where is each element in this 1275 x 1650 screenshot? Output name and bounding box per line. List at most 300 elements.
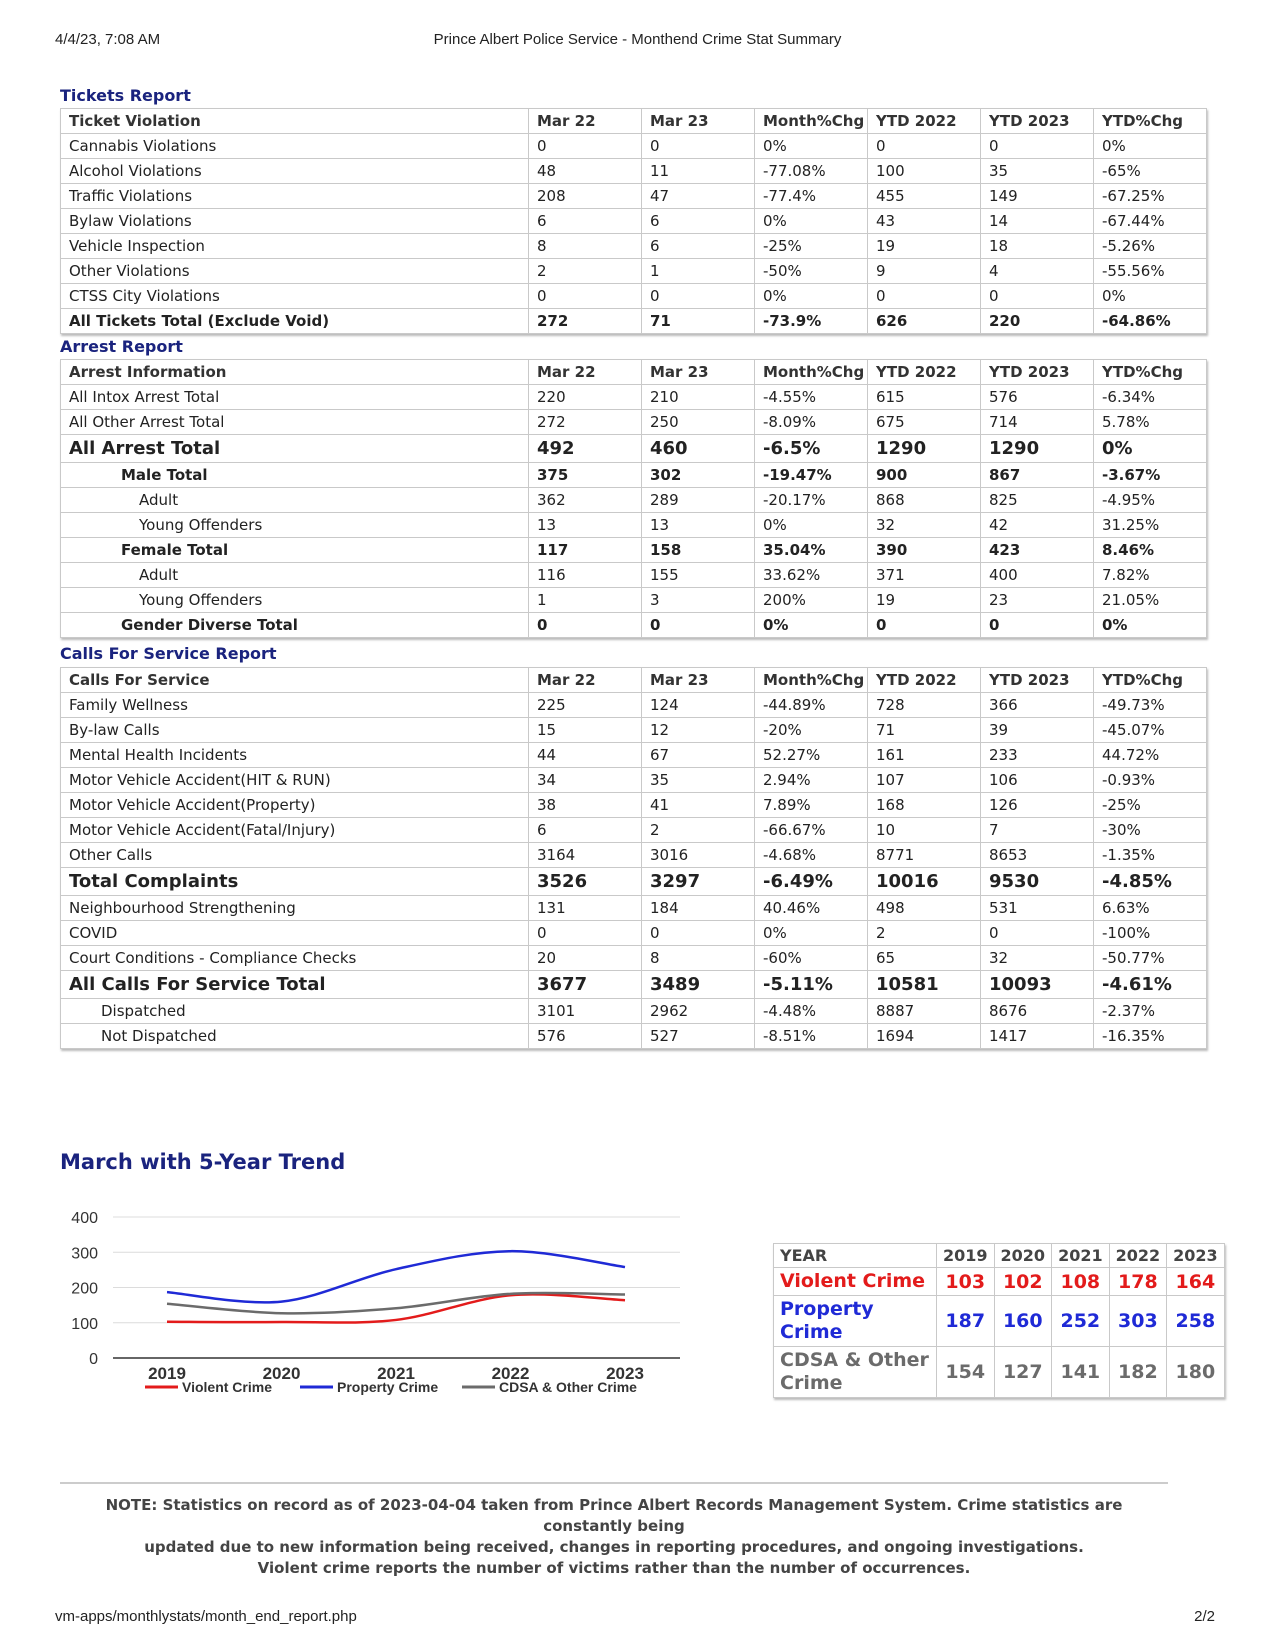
cell-value: 492	[529, 435, 642, 463]
cell-value: 1290	[868, 435, 981, 463]
cell-value: 8.46%	[1094, 538, 1207, 563]
cell-value: 1694	[868, 1024, 981, 1049]
year-cell: 2020	[994, 1244, 1052, 1268]
cell-value: Month%Chg	[755, 360, 868, 385]
cell-value: -77.08%	[755, 159, 868, 184]
trend-value: 303	[1109, 1296, 1167, 1347]
table-row	[61, 843, 1207, 868]
cell-value: 71	[642, 309, 755, 334]
trend-value: 108	[1052, 1268, 1110, 1296]
cell-value: 233	[981, 743, 1094, 768]
note-line-1: NOTE: Statistics on record as of 2023-04-04 taken from Prince Albert Records Management System. Crime statistics are constantly being	[105, 1496, 1123, 1535]
table-row	[61, 209, 1207, 234]
cell-value: 272	[529, 410, 642, 435]
cell-value: 0	[642, 134, 755, 159]
cell-value: 52.27%	[755, 743, 868, 768]
cell-value: YTD%Chg	[1094, 668, 1207, 693]
x-tick-label: 2021	[377, 1364, 415, 1383]
cell-value: 3164	[529, 843, 642, 868]
cell-value: 3489	[642, 971, 755, 999]
cell-value: -0.93%	[1094, 768, 1207, 793]
cell-value: 67	[642, 743, 755, 768]
cell-value: -50.77%	[1094, 946, 1207, 971]
y-tick-label: 100	[71, 1315, 98, 1333]
table-row	[61, 946, 1207, 971]
cell-value: 6	[642, 234, 755, 259]
row-label: Cannabis Violations	[61, 134, 529, 159]
cell-value: 161	[868, 743, 981, 768]
cell-value: 11	[642, 159, 755, 184]
cell-value: 531	[981, 896, 1094, 921]
cell-value: 400	[981, 563, 1094, 588]
cell-value: 250	[642, 410, 755, 435]
cell-value: 2.94%	[755, 768, 868, 793]
table-row	[61, 259, 1207, 284]
cell-value: 225	[529, 693, 642, 718]
cell-value: -30%	[1094, 818, 1207, 843]
cell-value: -4.48%	[755, 999, 868, 1024]
cell-value: -73.9%	[755, 309, 868, 334]
y-tick-label: 200	[71, 1280, 98, 1298]
cell-value: -65%	[1094, 159, 1207, 184]
cell-value: 1417	[981, 1024, 1094, 1049]
cell-value: 35.04%	[755, 538, 868, 563]
tickets-report-title: Tickets Report	[60, 86, 191, 105]
cell-value: 366	[981, 693, 1094, 718]
trend-value: 160	[994, 1296, 1052, 1347]
year-cell: 2022	[1109, 1244, 1167, 1268]
arrest-table	[60, 359, 1207, 638]
trend-value: 187	[937, 1296, 995, 1347]
cell-value: 0%	[755, 513, 868, 538]
cell-value: YTD 2022	[868, 109, 981, 134]
cell-value: 0	[868, 134, 981, 159]
cell-value: 44.72%	[1094, 743, 1207, 768]
cell-value: 0%	[755, 921, 868, 946]
cell-value: Mar 22	[529, 668, 642, 693]
trend-value: 252	[1052, 1296, 1110, 1347]
row-label: Ticket Violation	[61, 109, 529, 134]
row-label: Mental Health Incidents	[61, 743, 529, 768]
cell-value: 900	[868, 463, 981, 488]
cell-value: 728	[868, 693, 981, 718]
cell-value: 0	[529, 134, 642, 159]
cell-value: YTD 2022	[868, 668, 981, 693]
cell-value: 47	[642, 184, 755, 209]
note-line-2: updated due to new information being received, changes in reporting procedures, and ongoing investigations.	[144, 1538, 1084, 1556]
cell-value: -4.55%	[755, 385, 868, 410]
legend-label: Property Crime	[337, 1379, 439, 1395]
row-label: Gender Diverse Total	[61, 613, 529, 638]
table-row	[61, 284, 1207, 309]
cell-value: -20%	[755, 718, 868, 743]
cell-value: 3101	[529, 999, 642, 1024]
cell-value: 124	[642, 693, 755, 718]
cell-value: -8.51%	[755, 1024, 868, 1049]
page-number: 2/2	[1194, 1608, 1215, 1625]
cell-value: 117	[529, 538, 642, 563]
cell-value: Mar 22	[529, 109, 642, 134]
cell-value: 158	[642, 538, 755, 563]
cell-value: 0%	[1094, 435, 1207, 463]
row-label: Total Complaints	[61, 868, 529, 896]
table-row	[61, 999, 1207, 1024]
trend-row	[774, 1296, 1225, 1347]
footer-url: vm-apps/monthlystats/month_end_report.php	[55, 1608, 357, 1625]
row-label: All Calls For Service Total	[61, 971, 529, 999]
cell-value: 825	[981, 488, 1094, 513]
cell-value: 498	[868, 896, 981, 921]
cell-value: 0	[529, 921, 642, 946]
cell-value: 390	[868, 538, 981, 563]
cell-value: 302	[642, 463, 755, 488]
cell-value: YTD 2022	[868, 360, 981, 385]
cell-value: 9530	[981, 868, 1094, 896]
trend-value: 178	[1109, 1268, 1167, 1296]
row-label: Alcohol Violations	[61, 159, 529, 184]
cell-value: 0	[981, 284, 1094, 309]
cell-value: Mar 23	[642, 109, 755, 134]
cell-value: 3526	[529, 868, 642, 896]
cell-value: 0%	[1094, 134, 1207, 159]
cell-value: 272	[529, 309, 642, 334]
cell-value: 8887	[868, 999, 981, 1024]
row-label: Bylaw Violations	[61, 209, 529, 234]
cell-value: -4.85%	[1094, 868, 1207, 896]
table-row	[61, 134, 1207, 159]
cell-value: -45.07%	[1094, 718, 1207, 743]
table-header	[61, 360, 1207, 385]
cell-value: 100	[868, 159, 981, 184]
cell-value: 0	[981, 921, 1094, 946]
cell-value: 10093	[981, 971, 1094, 999]
cell-value: -19.47%	[755, 463, 868, 488]
table-row	[61, 1024, 1207, 1049]
cell-value: -64.86%	[1094, 309, 1207, 334]
cell-value: -4.95%	[1094, 488, 1207, 513]
table-row	[61, 488, 1207, 513]
cell-value: 107	[868, 768, 981, 793]
cell-value: 5.78%	[1094, 410, 1207, 435]
cell-value: -1.35%	[1094, 843, 1207, 868]
cell-value: YTD 2023	[981, 109, 1094, 134]
year-cell: 2021	[1052, 1244, 1110, 1268]
trend-value: 127	[994, 1347, 1052, 1398]
trend-value: 102	[994, 1268, 1052, 1296]
cell-value: 33.62%	[755, 563, 868, 588]
cell-value: -25%	[755, 234, 868, 259]
x-tick-label: 2019	[148, 1364, 186, 1383]
table-header	[61, 668, 1207, 693]
table-row	[61, 538, 1207, 563]
row-label: Dispatched	[61, 999, 529, 1024]
cell-value: 3	[642, 588, 755, 613]
row-label: All Other Arrest Total	[61, 410, 529, 435]
table-row	[61, 743, 1207, 768]
x-tick-label: 2020	[262, 1364, 301, 1383]
table-row	[61, 693, 1207, 718]
trend-value: 258	[1167, 1296, 1225, 1347]
row-label: Motor Vehicle Accident(HIT & RUN)	[61, 768, 529, 793]
table-row	[61, 513, 1207, 538]
cell-value: -5.11%	[755, 971, 868, 999]
cell-value: 44	[529, 743, 642, 768]
trend-line-chart	[55, 1205, 715, 1445]
cell-value: 867	[981, 463, 1094, 488]
cell-value: YTD 2023	[981, 668, 1094, 693]
trend-value: 164	[1167, 1268, 1225, 1296]
table-row	[61, 159, 1207, 184]
row-label: Traffic Violations	[61, 184, 529, 209]
cell-value: 3016	[642, 843, 755, 868]
cell-value: 42	[981, 513, 1094, 538]
cell-value: 868	[868, 488, 981, 513]
cell-value: -66.67%	[755, 818, 868, 843]
cell-value: YTD 2023	[981, 360, 1094, 385]
cell-value: Mar 22	[529, 360, 642, 385]
cell-value: 626	[868, 309, 981, 334]
cell-value: Mar 23	[642, 360, 755, 385]
cell-value: 210	[642, 385, 755, 410]
cell-value: 2	[868, 921, 981, 946]
cell-value: -6.49%	[755, 868, 868, 896]
cell-value: 0	[642, 921, 755, 946]
divider	[60, 1482, 1168, 1484]
cell-value: 1290	[981, 435, 1094, 463]
cell-value: 35	[981, 159, 1094, 184]
cell-value: 8653	[981, 843, 1094, 868]
cell-value: -6.5%	[755, 435, 868, 463]
cell-value: 615	[868, 385, 981, 410]
cell-value: -25%	[1094, 793, 1207, 818]
cell-value: -100%	[1094, 921, 1207, 946]
trend-value: 154	[937, 1347, 995, 1398]
table-row	[61, 718, 1207, 743]
row-label: CTSS City Violations	[61, 284, 529, 309]
calls-table	[60, 667, 1207, 1049]
cell-value: -20.17%	[755, 488, 868, 513]
note-line-3: Violent crime reports the number of victims rather than the number of occurrences.	[257, 1559, 971, 1577]
cell-value: 0%	[755, 209, 868, 234]
cell-value: 32	[981, 946, 1094, 971]
cell-value: 7	[981, 818, 1094, 843]
cell-value: 14	[981, 209, 1094, 234]
cell-value: 168	[868, 793, 981, 818]
trend-value: 141	[1052, 1347, 1110, 1398]
table-row	[61, 818, 1207, 843]
legend-label: CDSA & Other Crime	[499, 1379, 637, 1395]
trend-row	[774, 1268, 1225, 1296]
row-label: Motor Vehicle Accident(Fatal/Injury)	[61, 818, 529, 843]
cell-value: -55.56%	[1094, 259, 1207, 284]
row-label: By-law Calls	[61, 718, 529, 743]
cell-value: 0	[642, 613, 755, 638]
cell-value: 0	[868, 284, 981, 309]
trend-title: March with 5-Year Trend	[60, 1150, 346, 1174]
table-row	[61, 896, 1207, 921]
cell-value: 39	[981, 718, 1094, 743]
cell-value: -4.68%	[755, 843, 868, 868]
cell-value: 200%	[755, 588, 868, 613]
cell-value: 527	[642, 1024, 755, 1049]
x-tick-label: 2022	[491, 1364, 530, 1383]
cell-value: 126	[981, 793, 1094, 818]
cell-value: 71	[868, 718, 981, 743]
cell-value: 0%	[1094, 284, 1207, 309]
table-row	[61, 234, 1207, 259]
table-row	[61, 410, 1207, 435]
print-datetime: 4/4/23, 7:08 AM	[55, 31, 161, 48]
cell-value: 0	[868, 613, 981, 638]
row-label: Neighbourhood Strengthening	[61, 896, 529, 921]
cell-value: -5.26%	[1094, 234, 1207, 259]
cell-value: 35	[642, 768, 755, 793]
cell-value: 714	[981, 410, 1094, 435]
cell-value: 184	[642, 896, 755, 921]
cell-value: 0	[981, 134, 1094, 159]
cell-value: 31.25%	[1094, 513, 1207, 538]
cell-value: 48	[529, 159, 642, 184]
cell-value: 0%	[755, 613, 868, 638]
year-cell: 2019	[937, 1244, 995, 1268]
cell-value: 375	[529, 463, 642, 488]
row-label: Arrest Information	[61, 360, 529, 385]
cell-value: 34	[529, 768, 642, 793]
cell-value: -44.89%	[755, 693, 868, 718]
cell-value: 220	[981, 309, 1094, 334]
year-cell: 2023	[1167, 1244, 1225, 1268]
trend-value: 180	[1167, 1347, 1225, 1398]
cell-value: 362	[529, 488, 642, 513]
cell-value: 8	[529, 234, 642, 259]
cell-value: 2	[529, 259, 642, 284]
cell-value: -16.35%	[1094, 1024, 1207, 1049]
cell-value: 576	[981, 385, 1094, 410]
cell-value: 371	[868, 563, 981, 588]
cell-value: 0%	[755, 134, 868, 159]
cell-value: -6.34%	[1094, 385, 1207, 410]
calls-report-title: Calls For Service Report	[60, 644, 277, 663]
row-label: Motor Vehicle Accident(Property)	[61, 793, 529, 818]
row-label: Calls For Service	[61, 668, 529, 693]
cell-value: 10	[868, 818, 981, 843]
trend-header-row	[774, 1244, 1225, 1268]
table-row	[61, 309, 1207, 334]
row-label: Young Offenders	[61, 513, 529, 538]
cell-value: -4.61%	[1094, 971, 1207, 999]
cell-value: 576	[529, 1024, 642, 1049]
table-row	[61, 385, 1207, 410]
cell-value: -67.44%	[1094, 209, 1207, 234]
cell-value: -49.73%	[1094, 693, 1207, 718]
cell-value: 20	[529, 946, 642, 971]
y-tick-label: 0	[89, 1351, 98, 1368]
cell-value: 675	[868, 410, 981, 435]
trend-row-label: Property Crime	[774, 1296, 937, 1347]
cell-value: Month%Chg	[755, 668, 868, 693]
cell-value: -50%	[755, 259, 868, 284]
cell-value: 6	[642, 209, 755, 234]
cell-value: 10016	[868, 868, 981, 896]
cell-value: 2	[642, 818, 755, 843]
cell-value: 106	[981, 768, 1094, 793]
cell-value: YTD%Chg	[1094, 109, 1207, 134]
table-row	[61, 768, 1207, 793]
row-label: All Intox Arrest Total	[61, 385, 529, 410]
x-tick-label: 2023	[606, 1364, 644, 1383]
cell-value: 38	[529, 793, 642, 818]
cell-value: 0%	[755, 284, 868, 309]
cell-value: 3297	[642, 868, 755, 896]
row-label: All Arrest Total	[61, 435, 529, 463]
cell-value: 32	[868, 513, 981, 538]
cell-value: 13	[642, 513, 755, 538]
row-label: Adult	[61, 488, 529, 513]
trend-row	[774, 1347, 1225, 1398]
cell-value: Mar 23	[642, 668, 755, 693]
trend-table	[773, 1243, 1225, 1398]
cell-value: 19	[868, 588, 981, 613]
cell-value: 460	[642, 435, 755, 463]
cell-value: 13	[529, 513, 642, 538]
row-label: Male Total	[61, 463, 529, 488]
cell-value: 0	[981, 613, 1094, 638]
cell-value: YTD%Chg	[1094, 360, 1207, 385]
cell-value: 10581	[868, 971, 981, 999]
table-row	[61, 868, 1207, 896]
cell-value: 21.05%	[1094, 588, 1207, 613]
statistics-note	[60, 1495, 1168, 1579]
cell-value: 8	[642, 946, 755, 971]
row-label: Other Violations	[61, 259, 529, 284]
y-tick-label: 400	[71, 1210, 98, 1227]
cell-value: 4	[981, 259, 1094, 284]
cell-value: 1	[642, 259, 755, 284]
table-row	[61, 793, 1207, 818]
table-row	[61, 613, 1207, 638]
table-row	[61, 463, 1207, 488]
table-row	[61, 588, 1207, 613]
cell-value: 0	[529, 613, 642, 638]
cell-value: 65	[868, 946, 981, 971]
cell-value: -3.67%	[1094, 463, 1207, 488]
row-label: Vehicle Inspection	[61, 234, 529, 259]
cell-value: 12	[642, 718, 755, 743]
cell-value: 43	[868, 209, 981, 234]
cell-value: 0%	[1094, 613, 1207, 638]
row-label: Adult	[61, 563, 529, 588]
legend-label: Violent Crime	[182, 1379, 272, 1395]
row-label: COVID	[61, 921, 529, 946]
trend-row-label: CDSA & Other Crime	[774, 1347, 937, 1398]
trend-value: 103	[937, 1268, 995, 1296]
trend-value: 182	[1109, 1347, 1167, 1398]
cell-value: 0	[529, 284, 642, 309]
row-label: Female Total	[61, 538, 529, 563]
row-label: Young Offenders	[61, 588, 529, 613]
cell-value: 19	[868, 234, 981, 259]
page-title: Prince Albert Police Service - Monthend Crime Stat Summary	[433, 31, 842, 48]
table-header	[61, 109, 1207, 134]
table-row	[61, 563, 1207, 588]
cell-value: 8676	[981, 999, 1094, 1024]
cell-value: -60%	[755, 946, 868, 971]
cell-value: -77.4%	[755, 184, 868, 209]
cell-value: Month%Chg	[755, 109, 868, 134]
cell-value: 8771	[868, 843, 981, 868]
cell-value: -8.09%	[755, 410, 868, 435]
arrest-report-title: Arrest Report	[60, 337, 183, 356]
